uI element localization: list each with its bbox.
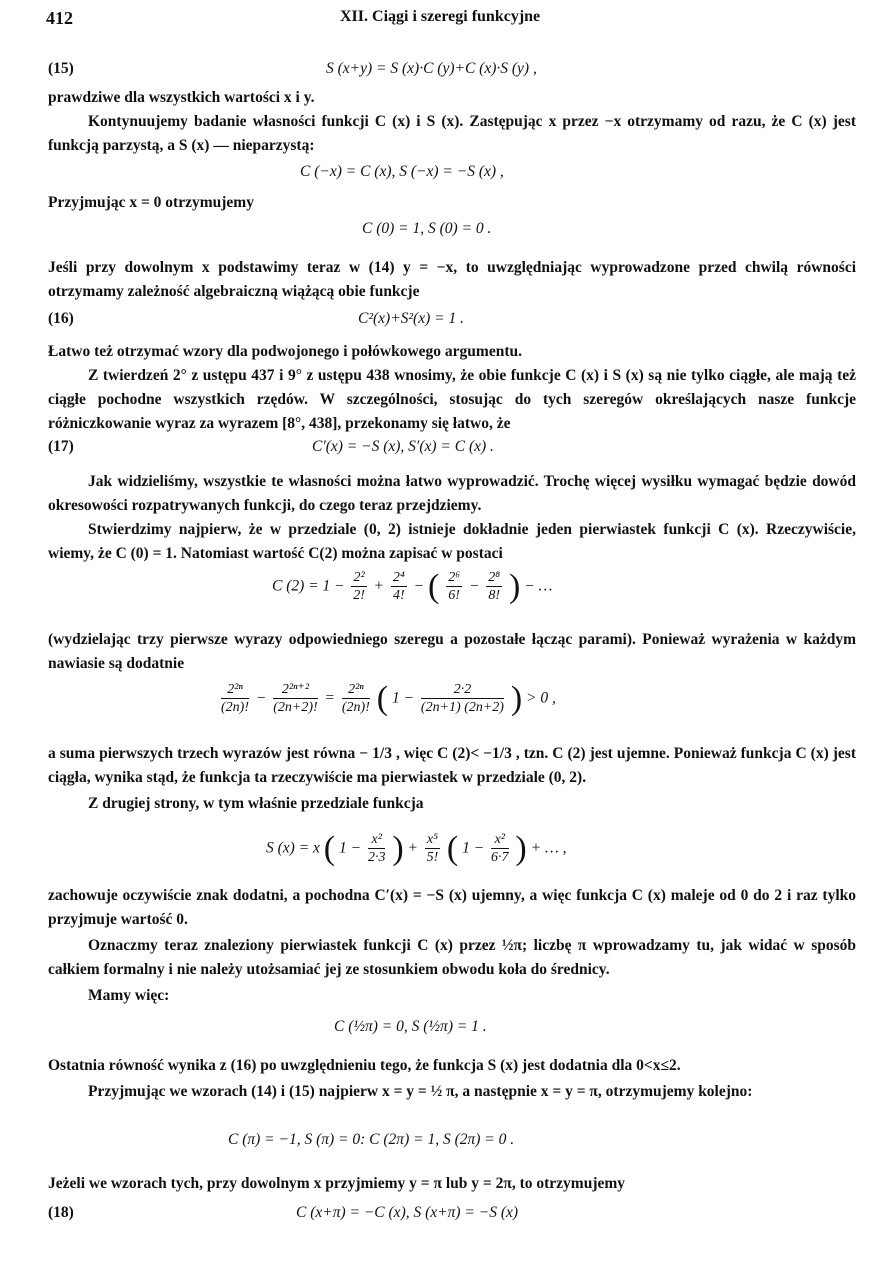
denominator: 6! (448, 588, 460, 603)
paragraph: zachowuje oczywiście znak dodatni, a pochodna C′(x) = −S (x) ujemny, a więc funkcja C (x) maleje od 0 do 2 i raz tylko przyjmuje wartość 0. (48, 887, 856, 928)
numerator: x² (368, 832, 386, 849)
equation-17: C′(x) = −S (x), S′(x) = C (x) . (312, 438, 494, 455)
formula-tail: + … , (530, 839, 567, 857)
page-number: 412 (46, 8, 73, 28)
denominator: 2! (353, 588, 365, 603)
paragraph: a suma pierwszych trzech wyrazów jest równa − 1/3 , więc C (2)< −1/3 , tzn. C (2) jest ujemne. Ponieważ funkcja C (x) jest ciągła, wynika stąd, że funkcja ta rzeczywiście ma pierwiastek w przedziale (0, 2). (48, 745, 856, 786)
numerator: x⁵ (426, 832, 438, 847)
fraction (391, 570, 407, 604)
paragraph: Jeżeli we wzorach tych, przy dowolnym x przyjmiemy y = π lub y = 2π, to otrzymujemy (48, 1175, 626, 1192)
equation-pi-values: C (π) = −1, S (π) = 0: C (2π) = 1, S (2π) = 0 . (228, 1131, 515, 1148)
operator: = (324, 689, 335, 707)
eq-number-15: (15) (48, 60, 74, 77)
equation-15: S (x+y) = S (x)·C (y)+C (x)·S (y) , (326, 60, 537, 77)
fraction (368, 832, 386, 866)
right-paren: ) (392, 830, 404, 867)
formula-s-series (266, 832, 566, 866)
eq-number-17: (17) (48, 438, 74, 455)
denominator: 5! (426, 850, 439, 865)
paragraph: Jeśli przy dowolnym x podstawimy teraz w (14) y = −x, to uwzględniając wyprowadzone przed chwilą równości otrzymamy zależność algebraiczną wiążącą obie funkcje (48, 259, 856, 300)
fraction (351, 570, 366, 604)
denominator: 6·7 (491, 850, 509, 865)
formula-inequality (218, 682, 556, 716)
numerator: 2²ⁿ (342, 682, 370, 699)
fraction (446, 570, 462, 604)
paragraph: Jak widzieliśmy, wszystkie te własności można łatwo wyprowadzić. Trochę więcej wysiłku wymagać będzie dowód okresowości rozpatrywanych funkcji, do czego teraz przejdziemy. (48, 473, 856, 514)
paragraph: Z drugiej strony, w tym właśnie przedziale funkcja (88, 795, 424, 812)
paragraph: Łatwo też otrzymać wzory dla podwojonego i połówkowego argumentu. (48, 343, 522, 360)
denominator: (2n+1) (2n+2) (420, 700, 504, 715)
denominator: (2n)! (221, 700, 249, 715)
inner-term: 1 − (391, 689, 415, 707)
operator: − (413, 577, 425, 595)
equation-parity: C (−x) = C (x), S (−x) = −S (x) , (300, 163, 504, 180)
denominator: 4! (392, 588, 405, 603)
formula-lhs: C (2) = 1 − (272, 577, 345, 595)
eq-number-16: (16) (48, 310, 74, 327)
paragraph: Kontynuujemy badanie własności funkcji C (x) i S (x). Zastępując x przez −x otrzymamy od razu, że C (x) jest funkcją parzystą, a S (x) — nieparzystą: (48, 113, 856, 154)
fraction (486, 570, 502, 604)
numerator: 2²ⁿ⁺² (273, 682, 317, 699)
equation-zero: C (0) = 1, S (0) = 0 . (362, 220, 492, 237)
fraction (221, 682, 249, 716)
formula-lhs: S (x) = x (266, 839, 320, 857)
left-paren: ( (323, 830, 336, 867)
operator: − (255, 689, 267, 707)
operator: − (468, 577, 480, 595)
numerator: 2⁶ (448, 570, 461, 585)
paragraph: (wydzielając trzy pierwsze wyrazy odpowiedniego szeregu a pozostałe łącząc parami). Ponieważ wyrażenia w każdym nawiasie są dodatnie (48, 631, 856, 672)
paragraph: Stwierdzimy najpierw, że w przedziale (0, 2) istnieje dokładnie jeden pierwiastek funkcji C (x). Rzeczywiście, wiemy, że C (0) = 1. Natomiast wartość C(2) można zapisać w postaci (48, 521, 856, 562)
formula-tail: − … (524, 577, 553, 595)
operator: + (407, 839, 419, 857)
right-paren: ) (515, 830, 527, 867)
denominator: (2n)! (341, 700, 370, 715)
right-paren: ) (509, 568, 521, 605)
denominator: (2n+2)! (273, 700, 318, 715)
numerator: x² (491, 832, 509, 849)
left-paren: ( (427, 568, 440, 605)
paragraph: Przyjmując we wzorach (14) i (15) najpierw x = y = ½ π, a następnie x = y = π, otrzymujemy kolejno: (88, 1083, 753, 1100)
denominator: 2·3 (367, 850, 386, 865)
paragraph: prawdziwe dla wszystkich wartości x i y. (48, 89, 315, 106)
numerator: 2⁸ (488, 570, 501, 585)
left-paren: ( (446, 830, 459, 867)
page-header (0, 8, 893, 32)
eq-number-18: (18) (48, 1204, 74, 1221)
equation-16: C²(x)+S²(x) = 1 . (358, 310, 464, 327)
paragraph: Ostatnia równość wynika z (16) po uwzględnieniu tego, że funkcja S (x) jest dodatnia dla 0<x≤2. (48, 1057, 681, 1074)
numerator: 2·2 (421, 682, 504, 699)
equation-half-pi: C (½π) = 0, S (½π) = 1 . (334, 1018, 487, 1035)
paragraph: Oznaczmy teraz znaleziony pierwiastek funkcji C (x) przez ½π; liczbę π wprowadzamy tu, jak widać w sposób całkiem formalny i nie należy utożsamiać jej ze stosunkiem obwodu koła do średnicy. (48, 937, 856, 978)
fraction (491, 832, 509, 866)
numerator: 2²ⁿ (221, 682, 249, 699)
formula-tail: > 0 , (526, 689, 556, 707)
paragraph: Z twierdzeń 2° z ustępu 437 i 9° z ustępu 438 wnosimy, że obie funkcje C (x) i S (x) są nie tylko ciągłe, ale mają też ciągłe pochodne wszystkich rzędów. W szczególności, stosując do tych szeregów określających nasze funkcje różniczkowanie wyraz za wyrazem [8°, 438], przekonamy się łatwo, że (48, 367, 856, 432)
fraction (425, 832, 440, 866)
inner-term: 1 − (339, 839, 362, 857)
formula-c2 (272, 570, 552, 604)
fraction (342, 682, 370, 716)
equation-18: C (x+π) = −C (x), S (x+π) = −S (x) (296, 1204, 519, 1221)
right-paren: ) (510, 680, 523, 717)
fraction (421, 682, 504, 716)
fraction (273, 682, 317, 716)
left-paren: ( (376, 680, 389, 717)
paragraph: Mamy więc: (88, 987, 170, 1004)
inner-term: 1 − (462, 839, 485, 857)
numerator: 2⁴ (392, 570, 405, 585)
paragraph: Przyjmując x = 0 otrzymujemy (48, 194, 254, 211)
numerator: 2² (353, 570, 365, 585)
operator: + (373, 577, 385, 595)
denominator: 8! (488, 588, 501, 603)
chapter-title: XII. Ciągi i szeregi funkcyjne (340, 8, 541, 25)
